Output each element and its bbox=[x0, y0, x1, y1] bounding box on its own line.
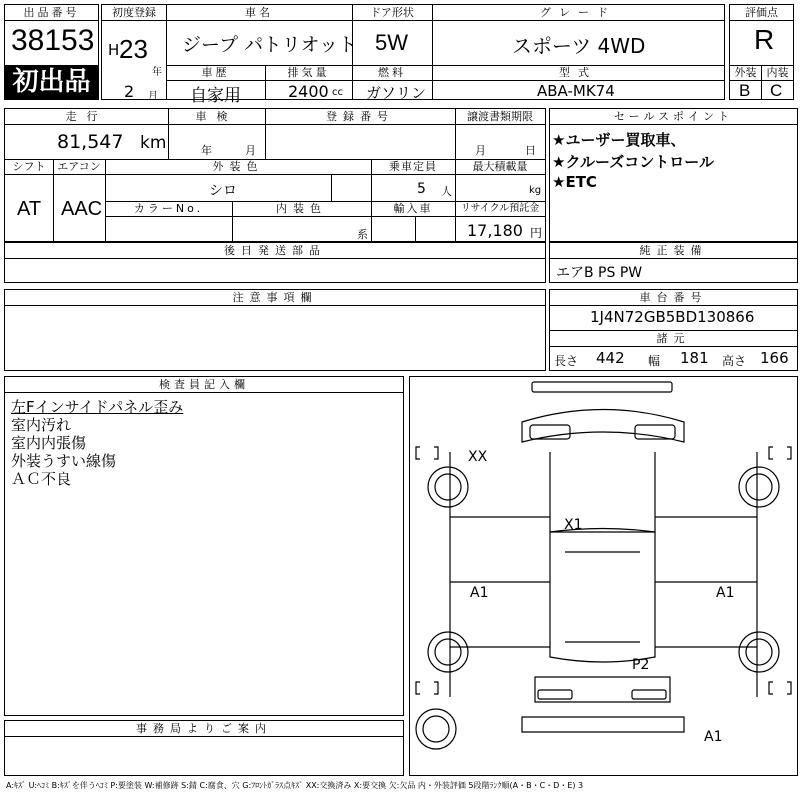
header-grid bbox=[101, 4, 725, 106]
chassis-block bbox=[549, 289, 798, 371]
yen-unit: 円 bbox=[530, 226, 543, 240]
score-box bbox=[729, 4, 794, 100]
km-unit: km bbox=[140, 133, 167, 153]
equipment-block bbox=[549, 242, 798, 283]
year-unit: 年 bbox=[152, 67, 162, 78]
mileage-value: 81,547 bbox=[57, 131, 124, 153]
transfer-day-unit: 日 bbox=[525, 144, 536, 157]
reg-no-label: 登録番号 bbox=[326, 110, 394, 123]
kg-unit: kg bbox=[529, 185, 542, 196]
length-label: 長さ bbox=[554, 354, 579, 368]
transfer-month-unit: 月 bbox=[475, 144, 486, 157]
color-label: 外装色 bbox=[212, 160, 264, 173]
exterior-label: 外装 bbox=[734, 66, 757, 79]
width-label: 幅 bbox=[648, 354, 661, 368]
damage-legend: A:ｷｽﾞ U:ﾍｺﾐ B:ｷｽﾞを伴うﾍｺﾐ P:要塗装 W:補修跡 S:錆 C:腐食、穴 G:ﾌﾛﾝﾄｶﾞﾗｽ点ｷｽﾞ XX:交換済み X:要交換 欠:欠品 内・外装評価 5段階ﾗﾝｸ順(A・B・C・D・E) 3 bbox=[6, 781, 584, 790]
mark-p2: P2 bbox=[632, 657, 650, 673]
recycle-value: 17,180 bbox=[467, 221, 523, 240]
length-value: 442 bbox=[596, 349, 625, 367]
inspection-label: 車検 bbox=[195, 110, 238, 123]
car-name-label: 車名 bbox=[245, 6, 273, 19]
interior-color-label: 内装色 bbox=[276, 202, 327, 215]
height-value: 166 bbox=[760, 349, 789, 367]
max-load-label: 最大積載量 bbox=[472, 160, 528, 173]
era-letter: H bbox=[108, 41, 120, 59]
transfer-label: 譲渡書類期限 bbox=[467, 110, 533, 123]
history-value: 自家用 bbox=[190, 86, 241, 106]
later-parts-label: 後日発送部品 bbox=[224, 244, 326, 257]
interior-grade: C bbox=[770, 81, 783, 100]
lot-box bbox=[4, 4, 99, 100]
sales-point-item: ★ETC bbox=[552, 173, 597, 191]
header-block bbox=[4, 4, 798, 104]
inspector-line: ＡＣ不良 bbox=[11, 470, 72, 488]
mark-a1-right: A1 bbox=[716, 585, 735, 601]
color-value: シロ bbox=[209, 183, 237, 199]
lot-number: 38153 bbox=[11, 24, 95, 57]
inspector-label: 検査員記入欄 bbox=[159, 378, 249, 391]
grade-label: グレード bbox=[540, 6, 616, 19]
shift-value: AT bbox=[17, 198, 42, 220]
history-label: 車歴 bbox=[201, 66, 230, 79]
color-no-label: カラーNo. bbox=[133, 202, 204, 215]
inspector-line: 外装うすい線傷 bbox=[11, 452, 117, 470]
car-outline bbox=[410, 377, 797, 775]
inspector-block bbox=[4, 376, 404, 716]
first-listing-badge: 初出品 bbox=[5, 65, 98, 99]
fuel-label: 燃料 bbox=[378, 66, 406, 79]
door-value: 5W bbox=[375, 30, 408, 55]
sales-point-item: ★クルーズコントロール bbox=[552, 153, 714, 171]
office-block bbox=[4, 720, 404, 776]
import-label: 輸入車 bbox=[393, 202, 433, 215]
ac-value: AAC bbox=[61, 198, 103, 220]
mark-a1-bottom: A1 bbox=[704, 729, 723, 745]
car-name: ジープ パトリオット bbox=[182, 34, 357, 56]
capacity-label: 乗車定員 bbox=[389, 160, 437, 173]
model-value: ABA-MK74 bbox=[537, 82, 615, 100]
model-label: 型式 bbox=[559, 66, 597, 79]
inspector-line: 室内汚れ bbox=[11, 416, 72, 434]
chassis-number: 1J4N72GB5BD130866 bbox=[590, 308, 755, 326]
sales-points-block bbox=[549, 108, 798, 242]
inspector-line: 左Fインサイドパネル歪み bbox=[11, 398, 184, 416]
grade-value: スポーツ 4WD bbox=[512, 34, 646, 58]
mark-xx: XX bbox=[468, 449, 488, 465]
details-block bbox=[4, 108, 546, 242]
month-unit: 月 bbox=[148, 91, 158, 102]
capacity-value: 5 bbox=[417, 181, 426, 197]
recycle-label: リサイクル預託金 bbox=[460, 203, 540, 214]
score-value: R bbox=[754, 24, 775, 55]
damage-diagram bbox=[409, 376, 798, 776]
kei-unit: 系 bbox=[357, 228, 368, 241]
interior-label: 内装 bbox=[766, 66, 789, 79]
inspection-month-unit: 月 bbox=[245, 144, 256, 157]
shift-label: シフト bbox=[12, 160, 46, 173]
door-label: ドア形状 bbox=[370, 6, 414, 19]
exterior-grade: B bbox=[739, 81, 751, 100]
first-reg-label: 初度登録 bbox=[112, 6, 156, 19]
displacement-value: 2400 bbox=[288, 82, 329, 101]
mark-x1: X1 bbox=[564, 517, 583, 533]
sales-point-item: ★ユーザー買取車、 bbox=[552, 131, 686, 149]
width-value: 181 bbox=[680, 349, 709, 367]
chassis-label: 車台番号 bbox=[639, 291, 708, 304]
later-parts-block bbox=[4, 242, 546, 283]
displacement-label: 排気量 bbox=[287, 66, 330, 79]
office-label: 事務局よりご案内 bbox=[136, 722, 272, 735]
mark-a1-left: A1 bbox=[470, 585, 489, 601]
equipment-label: 純正装備 bbox=[639, 244, 708, 257]
score-label: 評価点 bbox=[745, 6, 778, 19]
fuel-value: ガソリン bbox=[366, 84, 427, 102]
equipment-value: エアB PS PW bbox=[556, 265, 643, 281]
dimensions-label: 諸元 bbox=[656, 332, 691, 345]
sales-points-label: セールスポイント bbox=[613, 110, 733, 123]
notes-label: 注意事項欄 bbox=[232, 291, 318, 304]
lot-label: 出品番号 bbox=[23, 6, 80, 19]
era-year: 23 bbox=[119, 34, 148, 64]
inspection-year-unit: 年 bbox=[201, 144, 212, 157]
month-value: 2 bbox=[124, 82, 135, 101]
inspector-line: 室内内張傷 bbox=[11, 434, 87, 452]
person-unit: 人 bbox=[441, 185, 452, 198]
mileage-label: 走行 bbox=[65, 110, 108, 123]
ac-label: エアコン bbox=[57, 160, 101, 173]
cc-unit: cc bbox=[332, 87, 343, 98]
notes-block bbox=[4, 289, 546, 371]
height-label: 高さ bbox=[722, 354, 747, 368]
